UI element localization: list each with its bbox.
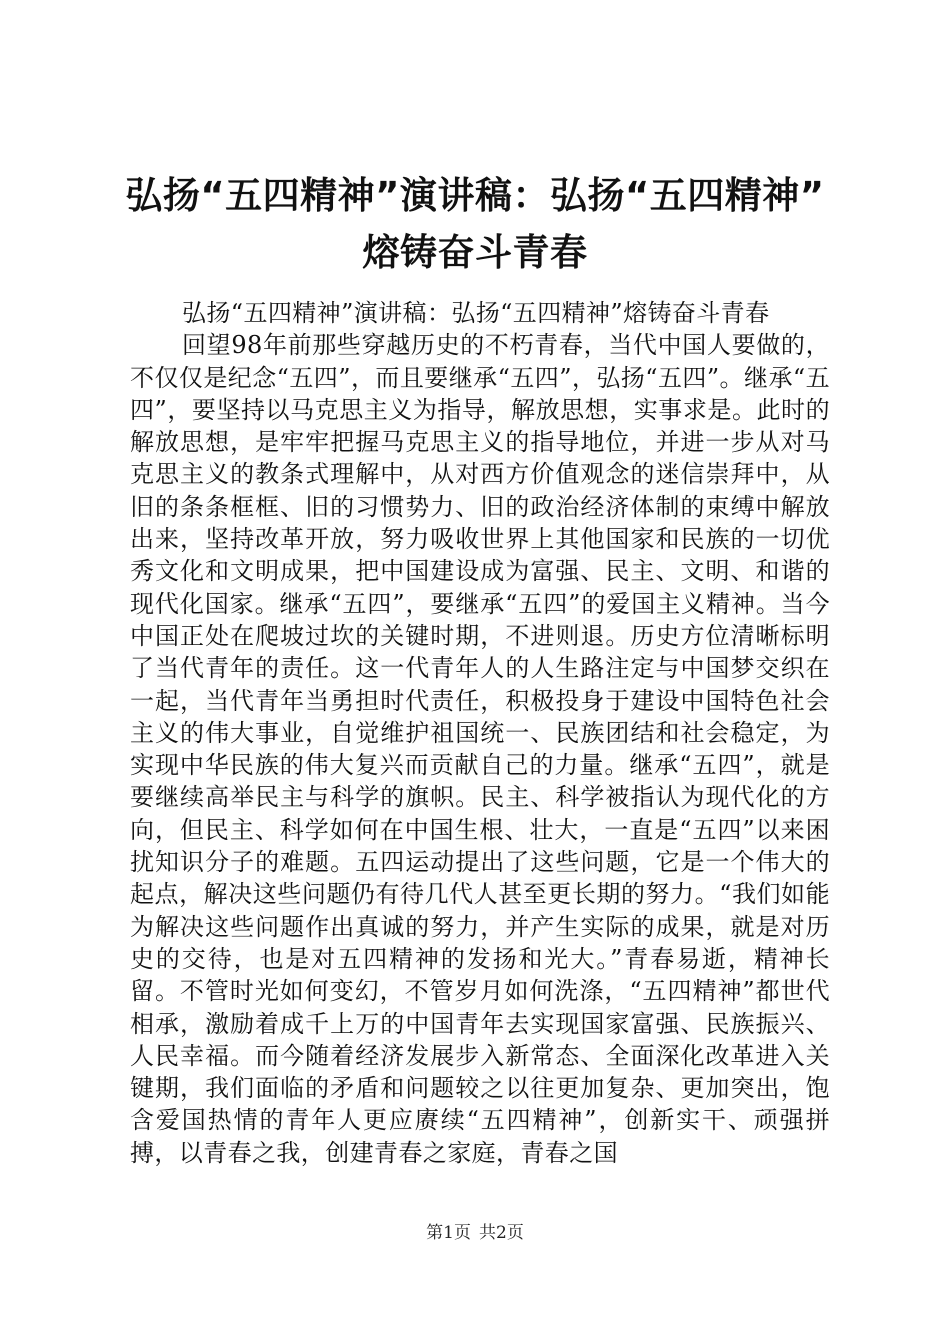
subtitle-paragraph: 弘扬“五四精神”演讲稿：弘扬“五四精神”熔铸奋斗青春: [182, 299, 770, 327]
page-footer: [0, 1218, 950, 1243]
document-body: [130, 297, 830, 1169]
body-paragraph: 回望98年前那些穿越历史的不朽青春，当代中国人要做的，不仅仅是纪念“五四”，而且要继承“五四”，弘扬“五四”。继承“五四”，要坚持以马克思主义为指导，解放思想，实事求是。此时的解放思想，是牢牢把握马克思主义的指导地位，并进一步从对马克思主义的教条式理解中，从对西方价值观念的迷信崇拜中，从旧的条条框框、旧的习惯势力、旧的政治经济体制的束缚中解放出来，坚持改革开放，努力吸收世界上其他国家和民族的一切优秀文化和文明成果，把中国建设成为富强、民主、文明、和谐的现代化国家。继承“五四”，要继承“五四”的爱国主义精神。当今中国正处在爬坡过坎的关键时期，不进则退。历史方位清晰标明了当代青年的责任。这一代青年人的人生路注定与中国梦交织在一起，当代青年当勇担时代责任，积极投身于建设中国特色社会主义的伟大事业，自觉维护祖国统一、民族团结和社会稳定，为实现中华民族的伟大复兴而贡献自己的力量。继承“五四”，就是要继续高举民主与科学的旗帜。民主、科学被指认为现代化的方向，但民主、科学如何在中国生根、壮大，一直是“五四”以来困扰知识分子的难题。五四运动提出了这些问题，它是一个伟大的起点，解决这些问题仍有待几代人甚至更长期的努力。“我们如能为解决这些问题作出真诚的努力，并产生实际的成果，就是对历史的交待，也是对五四精神的发扬和光大。”青春易逝，精神长留。不管时光如何变幻，不管岁月如何洗涤，“五四精神”都世代相承，激励着成千上万的中国青年去实现国家富强、民族振兴、人民幸福。而今随着经济发展步入新常态、全面深化改革进入关键期，我们面临的矛盾和问题较之以往更加复杂、更加突出，饱含爱国热情的青年人更应赓续“五四精神”，创新实干、顽强拼搏，以青春之我，创建青春之家庭，青春之国: [130, 331, 830, 1167]
document-title-line-1: 弘扬“五四精神”演讲稿：弘扬“五四精神”: [125, 174, 825, 217]
document-title-line-2: 熔铸奋斗青春: [362, 231, 588, 274]
page-number-current: 第1页: [426, 1223, 471, 1243]
page-number-total: 共2页: [479, 1223, 524, 1243]
